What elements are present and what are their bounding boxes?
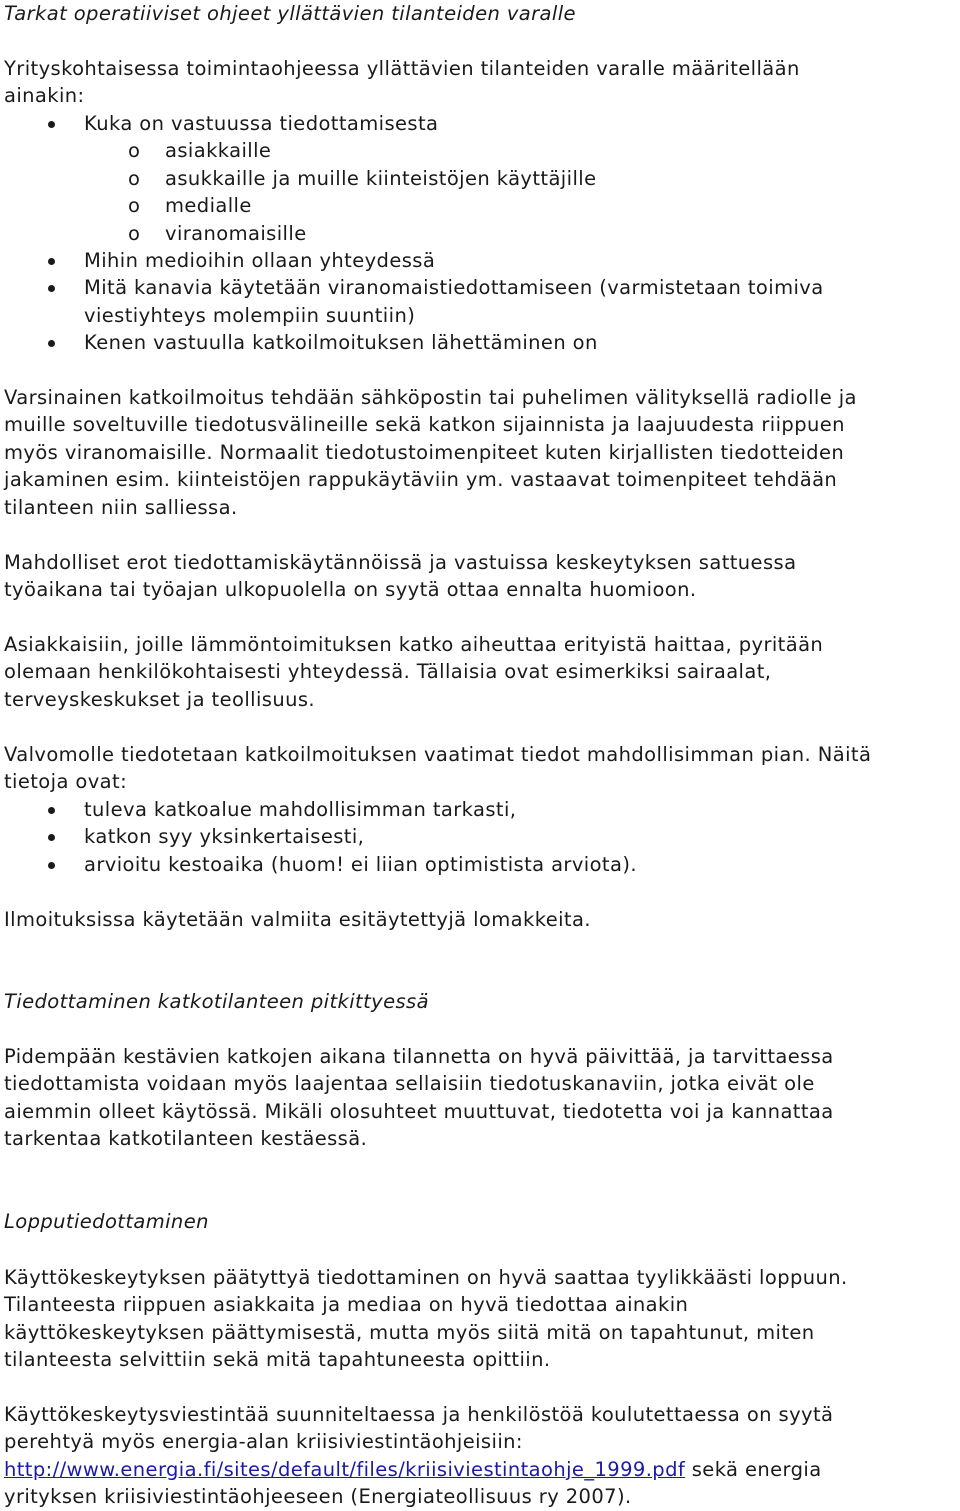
text-line: Yrityskohtaisessa toimintaohjeessa yllättävien tilanteiden varalle määritellään (4, 57, 800, 80)
crisis-guide-link[interactable]: http://www.energia.fi/sites/default/files/kriisiviestintaohje_1999.pdf (4, 1457, 686, 1481)
text-line: työaikana tai työajan ulkopuolella on syytä ottaa ennalta huomioon. (4, 578, 697, 602)
list-item: tuleva katkoalue mahdollisimman tarkasti, (4, 796, 954, 823)
sub-item-text: viranomaisille (165, 221, 307, 245)
text-line: olemaan henkilökohtaisesti yhteydessä. Tällaisia ovat esimerkiksi sairaalat, (4, 660, 772, 684)
info-list (4, 796, 954, 878)
text-line: tarkentaa katkotilanteen kestäessä. (4, 1127, 368, 1151)
list-item: katkon syy yksinkertaisesti, (4, 823, 954, 850)
sub-list-item (4, 192, 954, 219)
text-line: Mahdolliset erot tiedottamiskäytännöissä ja vastuissa keskeytyksen sattuessa (4, 551, 797, 574)
sub-item-text: medialle (165, 194, 252, 218)
text-line: aiemmin olleet käytössä. Mikäli olosuhteet muuttuvat, tiedotetta voi ja kannattaa (4, 1099, 834, 1123)
intro-paragraph (4, 55, 800, 110)
text-line: perehtyä myös energia-alan kriisiviestintäohjeisiin: (4, 1430, 523, 1454)
text-line: tilanteesta selvittiin sekä mitä tapahtuneesta opittiin. (4, 1348, 551, 1372)
sub-item-text: asiakkaille (165, 139, 272, 163)
paragraph-crisis-guides (4, 1401, 833, 1511)
text-line: tiedottamista voidaan myös laajentaa sellaisiin tiedotuskanaviin, jotka eivät ole (4, 1072, 815, 1096)
text-line: tilanteen niin salliessa. (4, 495, 238, 519)
text-line: ainakin: (4, 84, 85, 108)
paragraph-forms: Ilmoituksissa käytetään valmiita esitäytettyjä lomakkeita. (4, 908, 591, 931)
text-line: jakaminen esim. kiinteistöjen rappukäytäviin ym. vastaavat toimenpiteet tehdään (4, 468, 838, 492)
text-line: terveyskeskukset ja teollisuus. (4, 687, 316, 711)
list-item: Mihin medioihin ollaan yhteydessä (4, 247, 954, 274)
link-trailing-text: sekä energia (685, 1457, 822, 1481)
text-line: yrityksen kriisiviestintäohjeeseen (Energiateollisuus ry 2007). (4, 1485, 632, 1509)
text-line: Tilanteesta riippuen asiakkaita ja mediaa on hyvä tiedottaa ainakin (4, 1293, 689, 1317)
text-line: käyttökeskeytyksen päättymisestä, mutta myös siitä mitä on tapahtunut, miten (4, 1320, 815, 1344)
paragraph-customers (4, 631, 823, 713)
sub-bullet-marker: o (128, 221, 141, 245)
text-line: Valvomolle tiedotetaan katkoilmoituksen vaatimat tiedot mahdollisimman pian. Näitä (4, 743, 872, 766)
sub-item-text: asukkaille ja muille kiinteistöjen käyttäjille (165, 166, 597, 190)
text-line: Pidempään kestävien katkojen aikana tilannetta on hyvä päivittää, ja tarvittaessa (4, 1045, 834, 1068)
text-line: Varsinainen katkoilmoitus tehdään sähköpostin tai puhelimen välityksellä radiolle ja (4, 386, 857, 409)
paragraph-prolonged (4, 1043, 834, 1153)
text-line: tietoja ovat: (4, 770, 128, 794)
section-heading-operative: Tarkat operatiiviset ohjeet yllättävien tilanteiden varalle (4, 2, 576, 25)
paragraph-final (4, 1264, 848, 1374)
sub-bullet-marker: o (128, 194, 141, 218)
list-item-continuation: viestiyhteys molempiin suuntiin) (84, 303, 416, 327)
text-line: muille soveltuville tiedotusvälineille sekä katkon sijainnista ja laajuudesta riippuen (4, 413, 845, 437)
text-line: Käyttökeskeytysviestintää suunniteltaessa ja henkilöstöä koulutettaessa on syytä (4, 1403, 834, 1426)
paragraph-control-room (4, 741, 871, 796)
list-item: Kenen vastuulla katkoilmoituksen lähettäminen on (4, 329, 954, 356)
list-item: Kuka on vastuussa tiedottamisesta (4, 110, 954, 137)
responsibility-list (4, 110, 954, 357)
sub-bullet-marker: o (128, 139, 141, 163)
text-line: Käyttökeskeytyksen päätyttyä tiedottaminen on hyvä saattaa tyylikkäästi loppuun. (4, 1266, 848, 1289)
list-item: Mitä kanavia käytetään viranomaistiedottamiseen (varmistetaan toimiva (4, 274, 954, 301)
sub-list-item (4, 137, 954, 164)
text-line: myös viranomaisille. Normaalit tiedotustoimenpiteet kuten kirjallisten tiedotteiden (4, 440, 845, 464)
sub-list-item (4, 165, 954, 192)
section-heading-prolonged: Tiedottaminen katkotilanteen pitkittyessä (4, 990, 429, 1013)
paragraph-announcement (4, 384, 857, 521)
paragraph-practices (4, 549, 796, 604)
text-line: Asiakkaisiin, joille lämmöntoimituksen katko aiheuttaa erityistä haittaa, pyritään (4, 633, 824, 656)
list-item: arvioitu kestoaika (huom! ei liian optimistista arviota). (4, 851, 954, 878)
section-heading-final: Lopputiedottaminen (4, 1210, 209, 1233)
sub-bullet-marker: o (128, 166, 141, 190)
text-line-with-link (4, 1456, 833, 1483)
sub-list-item (4, 220, 954, 247)
